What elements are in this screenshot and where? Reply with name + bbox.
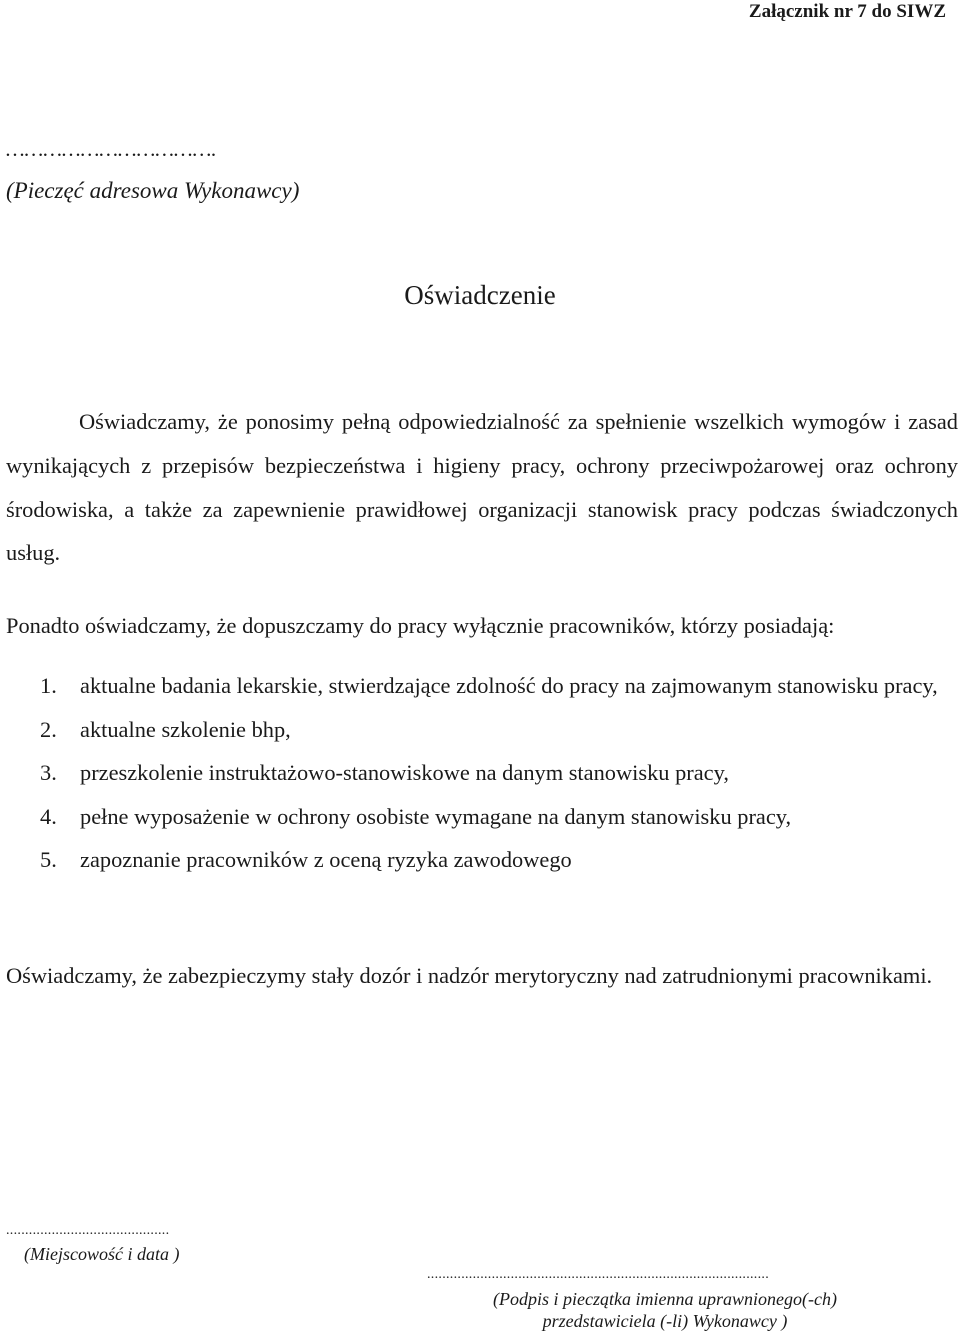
signature-label [450,1288,880,1332]
stamp-placeholder-dots: ……………………………. [6,137,217,161]
list-item-number: 3. [40,760,57,786]
paragraph-responsibility: Oświadczamy, że ponosimy pełną odpowiedzialność za spełnienie wszelkich wymogów i zasad wynikających z przepisów bezpieczeństwa i higieny pracy, ochrony przeciwpożarowej oraz ochrony środowiska, a także za zapewnienie prawidłowej organizacji stanowisk pracy podczas świadczonych usług. [6,409,958,566]
stamp-label: (Pieczęć adresowa Wykonawcy) [6,178,300,203]
signature-label-line-1: (Podpis i pieczątka imienna uprawnionego(-ch) [493,1289,837,1309]
list-item [0,708,958,752]
paragraph-requirements-intro: Ponadto oświadczamy, że dopuszczamy do pracy wyłącznie pracowników, którzy posiadają: [6,613,835,638]
list-item [0,795,958,839]
list-item-number: 5. [40,847,57,873]
signature-dots: .......................................................................................... [427,1267,769,1282]
list-item [0,664,958,708]
list-item-number: 2. [40,716,57,742]
requirements-list [0,664,958,882]
document-title-text: Oświadczenie [404,280,556,310]
list-item-number: 1. [40,673,57,698]
list-item-text: pełne wyposażenie w ochrony osobiste wymagane na danym stanowisku pracy, [80,803,792,829]
list-item [0,838,958,882]
signature-label-line-2: przedstawiciela (-li) Wykonawcy ) [542,1311,788,1331]
list-item [0,751,958,795]
place-date-dots: ........................................... [6,1223,170,1238]
list-item-text: zapoznanie pracowników z oceną ryzyka zawodowego [80,847,572,873]
annex-label: Załącznik nr 7 do SIWZ [748,1,946,22]
document-title [0,278,960,312]
list-item-text: aktualne badania lekarskie, stwierdzające zdolność do pracy na zajmowanym stanowisku pracy, [80,673,938,698]
list-item-text: aktualne szkolenie bhp, [80,716,291,742]
paragraph-supervision: Oświadczamy, że zabezpieczymy stały dozór i nadzór merytoryczny nad zatrudnionymi pracownikami. [6,963,933,988]
place-date-label: (Miejscowość i data ) [24,1244,180,1264]
list-item-text: przeszkolenie instruktażowo-stanowiskowe na danym stanowisku pracy, [80,760,729,786]
list-item-number: 4. [40,803,57,829]
